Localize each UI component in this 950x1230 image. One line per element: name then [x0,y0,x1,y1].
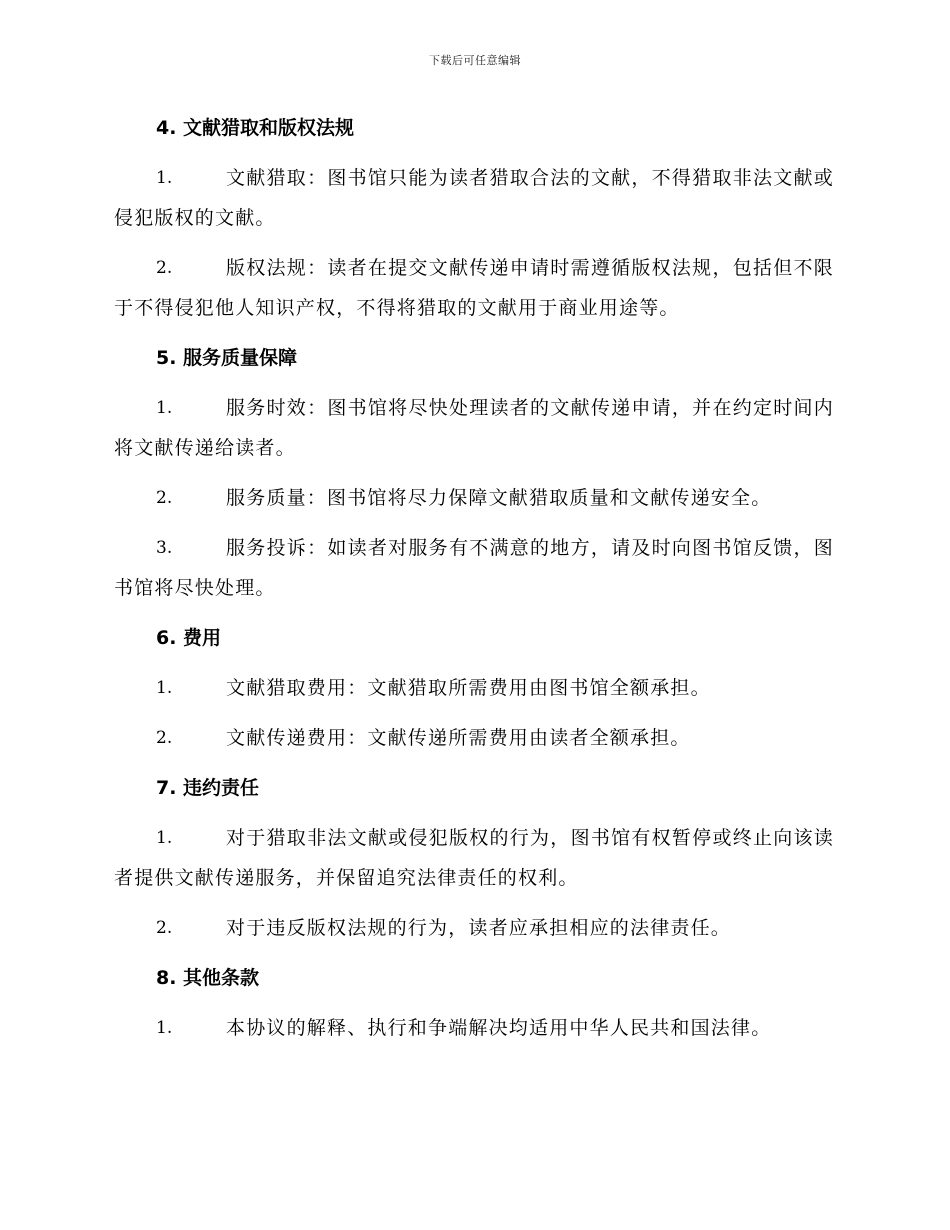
item-number: 1. [156,828,173,848]
list-item [114,158,834,238]
item-text: 对于违反版权法规的行为，读者应承担相应的法律责任。 [226,917,732,939]
section-8 [114,958,834,1048]
item-number: 2. [156,728,173,748]
section-5 [114,338,834,608]
list-item [114,818,834,898]
item-text: 服务质量：图书馆将尽力保障文献猎取质量和文献传递安全。 [226,487,772,509]
item-text: 对于猎取非法文献或侵犯版权的行为，图书馆有权暂停或终止向该读者提供文献传递服务，并保留追究法律责任的权利。 [114,827,834,889]
list-item [114,528,834,608]
list-item [114,668,834,708]
section-4 [114,108,834,328]
list-item [114,478,834,518]
item-number: 1. [156,1018,173,1038]
item-number: 2. [156,258,173,278]
section-6 [114,618,834,758]
item-text: 本协议的解释、执行和争端解决均适用中华人民共和国法律。 [226,1017,772,1039]
item-text: 版权法规：读者在提交文献传递申请时需遵循版权法规，包括但不限于不得侵犯他人知识产权，不得将猎取的文献用于商业用途等。 [114,257,834,319]
section-7 [114,768,834,948]
list-item [114,718,834,758]
item-text: 文献猎取费用：文献猎取所需费用由图书馆全额承担。 [226,677,711,699]
item-text: 文献猎取：图书馆只能为读者猎取合法的文献，不得猎取非法文献或侵犯版权的文献。 [114,167,834,229]
item-number: 1. [156,398,173,418]
document-body [114,108,834,1058]
item-number: 1. [156,168,173,188]
item-text: 文献传递费用：文献传递所需费用由读者全额承担。 [226,727,691,749]
list-item [114,388,834,468]
section-heading: 4. 文献猎取和版权法规 [156,117,355,139]
section-heading: 8. 其他条款 [156,967,260,989]
item-text: 服务投诉：如读者对服务有不满意的地方，请及时向图书馆反馈，图书馆将尽快处理。 [114,537,834,599]
list-item [114,908,834,948]
item-number: 2. [156,488,173,508]
section-heading: 6. 费用 [156,627,222,649]
section-heading: 7. 违约责任 [156,777,260,799]
list-item [114,1008,834,1048]
item-number: 2. [156,918,173,938]
page-header: 下载后可任意编辑 [429,54,521,67]
item-number: 3. [156,538,173,558]
list-item [114,248,834,328]
section-heading: 5. 服务质量保障 [156,347,298,369]
item-text: 服务时效：图书馆将尽快处理读者的文献传递申请，并在约定时间内将文献传递给读者。 [114,397,834,459]
item-number: 1. [156,678,173,698]
